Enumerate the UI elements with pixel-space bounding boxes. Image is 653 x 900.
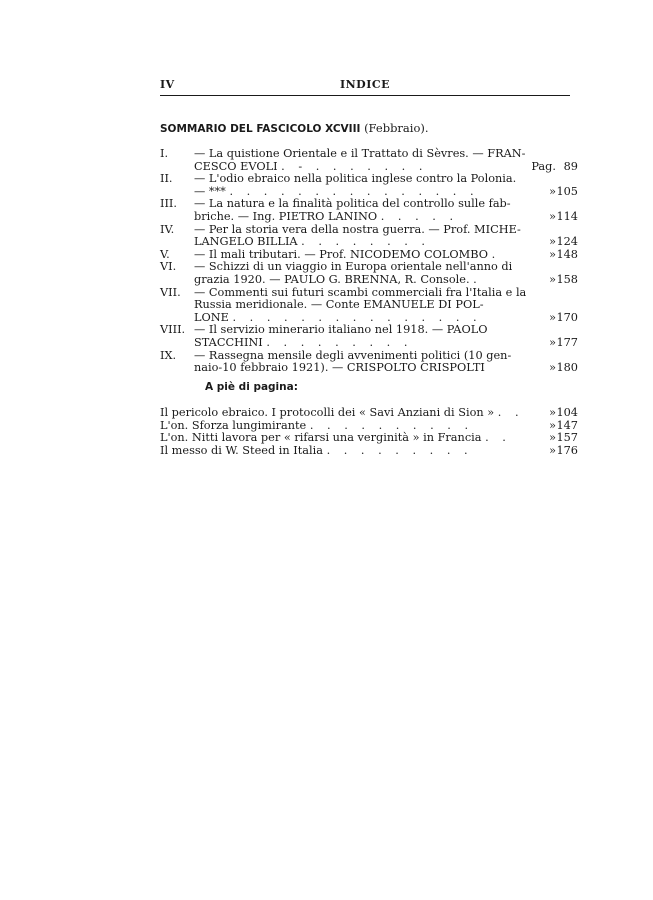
entry-line-text: Russia meridionale. — Conte EMANUELE DI POL- [194, 298, 484, 312]
page-value: 147 [556, 418, 578, 432]
dot-leaders: . [491, 247, 501, 261]
entry-line-text: CESCO EVOLI [194, 159, 278, 173]
page-number: IV [160, 78, 175, 91]
page-label: » [549, 418, 556, 432]
page-label: » [549, 209, 556, 223]
entry-text [194, 285, 527, 325]
page-value: 114 [556, 209, 578, 223]
entry-line-text: — La quistione Orientale e il Trattato di Sèvres. — FRAN- [194, 147, 526, 160]
entry-number: VI. [160, 260, 177, 274]
page-value: 180 [556, 361, 578, 375]
page-value: 158 [556, 272, 578, 286]
entry-line-text: LONE [194, 310, 229, 324]
dot-leaders: . . . . . . . . . [266, 335, 413, 349]
footnote-item [160, 445, 578, 458]
footnotes-title: A piè di pagina: [205, 381, 298, 393]
entry-line-text: — La natura e la finalità politica del controllo sulle fab- [194, 197, 511, 211]
page-label: » [549, 406, 556, 419]
entry-number: I. [160, 147, 169, 160]
page-value: 148 [556, 247, 578, 261]
entry-line-text: — Il servizio minerario italiano nel 1918. — PAOLO [194, 323, 488, 337]
dot-leaders: . - . . . . . . . [281, 159, 428, 173]
summary-title-rest: (Febbraio). [364, 121, 429, 135]
toc-entry [160, 287, 578, 325]
page-value: 104 [556, 406, 578, 419]
entry-number: IX. [160, 348, 177, 362]
entry-line-text: LANGELO BILLIA [194, 235, 298, 249]
footnote-text [160, 445, 518, 458]
toc-entry [160, 198, 578, 223]
entry-number: V. [160, 247, 170, 261]
dot-leaders: . . . . . [380, 209, 459, 223]
entry-text [194, 173, 518, 198]
entry-line-text: — Il mali tributari. — Prof. NICODEMO COLOMBO [194, 247, 488, 261]
entry-line-text: — L'odio ebraico nella politica inglese contro la Polonia. [194, 172, 517, 186]
header-rule [160, 95, 570, 96]
page-label: » [549, 335, 556, 349]
page-value: 89 [563, 159, 578, 173]
entry-number: II. [160, 172, 173, 186]
toc-entry [160, 324, 578, 349]
footnote-title: Il messo di W. Steed in Italia [160, 443, 323, 457]
entry-number: IV. [160, 222, 175, 236]
page-label: » [549, 443, 556, 457]
entry-line-text: — Commenti sui futuri scambi commerciali fra l'Italia e la [194, 285, 527, 299]
page-value: 176 [556, 443, 578, 457]
entry-line-text: naio-10 febbraio 1921). — CRISPOLTO CRISPOLTI [194, 361, 485, 375]
running-header [160, 78, 570, 94]
entry-text [194, 350, 518, 375]
page-label: » [549, 361, 556, 375]
entry-line-text: STACCHINI [194, 335, 263, 349]
toc-entry [160, 148, 578, 173]
entry-text [194, 261, 518, 286]
page-value: 105 [556, 184, 578, 198]
entry-number: III. [160, 197, 177, 211]
toc-entry [160, 350, 578, 375]
dot-leaders: . . . . . . . . [301, 235, 431, 249]
page-label: » [549, 310, 556, 324]
page-title: INDICE [339, 78, 391, 91]
entry-line-text: briche. — Ing. PIETRO LANINO [194, 209, 378, 223]
entry-line [194, 362, 518, 375]
page-label: » [549, 431, 556, 445]
toc-entry [160, 224, 578, 249]
footnote-title: L'on. Sforza lungimirante [160, 418, 307, 432]
entry-number: VIII. [160, 323, 186, 337]
summary-title [160, 121, 429, 135]
page-label: » [549, 235, 556, 249]
entry-line-text: — Rassegna mensile degli avvenimenti politici (10 gen- [194, 348, 512, 362]
entry-number: VII. [160, 285, 181, 299]
footnote-title: L'on. Nitti lavora per « rifarsi una verginità » in Francia [160, 431, 482, 445]
page-label: Pag. [531, 159, 556, 173]
entry-line-text: — *** [194, 184, 226, 198]
dot-leaders: . [473, 272, 482, 286]
entry-text [194, 147, 526, 173]
dot-leaders: . . . . . . . . . . [309, 418, 474, 432]
page-label: » [549, 247, 556, 261]
dot-leaders: . . . . . . . . . . . . . . . [229, 184, 479, 198]
toc-entry [160, 261, 578, 286]
page-value: 124 [556, 235, 578, 249]
footnote-title: Il pericolo ebraico. I protocolli dei « Savi Anziani di Sion » [160, 406, 495, 419]
dot-leaders: . . [485, 431, 511, 445]
page-label: » [549, 184, 556, 198]
summary-title-bold: SOMMARIO DEL FASCICOLO XCVIII [160, 123, 361, 135]
entry-text [194, 324, 518, 349]
footnote-line [160, 445, 518, 458]
entry-line-text: — Per la storia vera della nostra guerra. — Prof. MICHE- [194, 222, 521, 236]
entry-line-text: grazia 1920. — PAULO G. BRENNA, R. Console. [194, 272, 470, 286]
page-value: 177 [556, 335, 578, 349]
dot-leaders: . . . . . . . . . [326, 443, 473, 457]
entry-text [194, 222, 521, 249]
page-value: 170 [556, 310, 578, 324]
entry-line-text: — Schizzi di un viaggio in Europa orientale nell'anno di [194, 260, 513, 274]
footnotes-list [160, 407, 578, 457]
page-label: » [549, 272, 556, 286]
page-value: 157 [556, 431, 578, 445]
table-of-contents [160, 148, 578, 375]
entry-text [194, 198, 518, 223]
toc-entry [160, 173, 578, 198]
dot-leaders: . . [497, 406, 524, 419]
dot-leaders: . . . . . . . . . . . . . . . [232, 310, 482, 324]
